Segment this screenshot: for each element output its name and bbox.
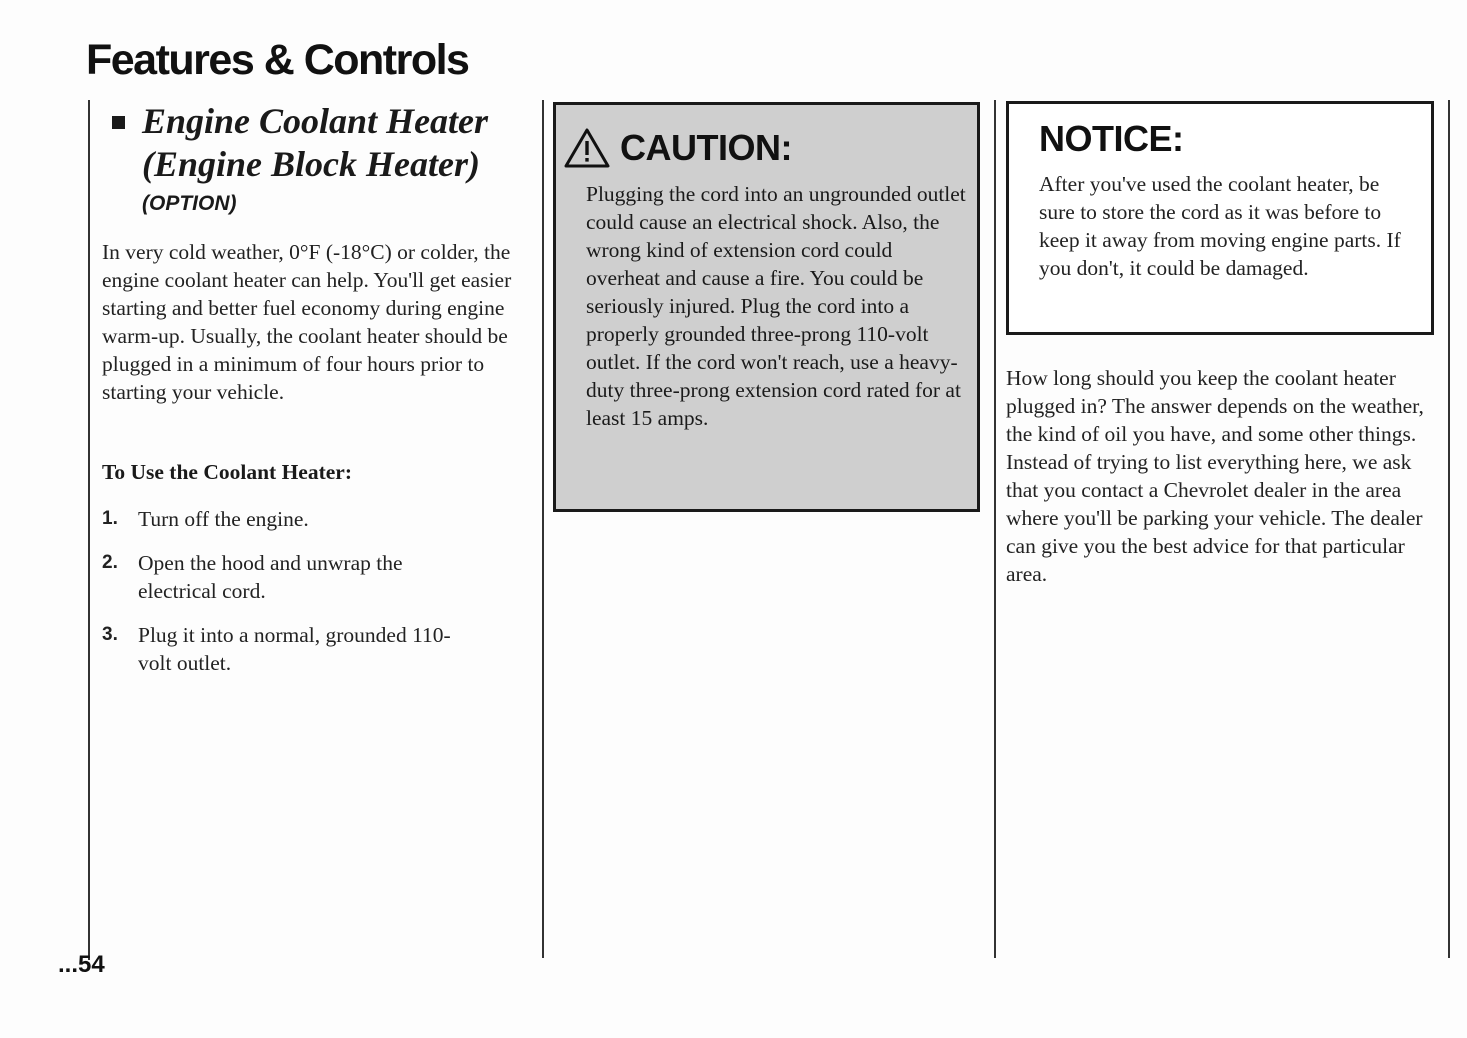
topic-title — [142, 100, 544, 186]
steps-list — [102, 505, 542, 693]
column3-paragraph: How long should you keep the coolant heater plugged in? The answer depends on the weather, the kind of oil you have, and some other things. Instead of trying to list everything here, we ask that you contact a Chevrolet dealer in the area where you'll be parking your vehicle. The dealer can give you the best advice for that particular area. — [1006, 366, 1424, 586]
step-text: Turn off the engine. — [138, 507, 309, 531]
warning-triangle-icon — [564, 128, 610, 168]
sub-heading: To Use the Coolant Heater: — [102, 460, 353, 484]
column-rule-2 — [994, 100, 996, 958]
column-rule-right — [1448, 100, 1450, 958]
section-header: Features & Controls — [86, 36, 469, 84]
column-rule-left — [88, 100, 90, 960]
topic-title-line1: Engine Coolant Heater — [142, 101, 489, 141]
intro-paragraph: In very cold weather, 0°F (-18°C) or colder, the engine coolant heater can help. You'll get easier starting and better fuel economy during engine warm-up. Usually, the coolant heater should be plugged in a minimum of four hours prior to starting your vehicle. — [102, 240, 512, 404]
caution-box — [553, 102, 980, 512]
step-text: Plug it into a normal, grounded 110-volt outlet. — [138, 623, 451, 675]
list-item — [102, 549, 542, 605]
notice-label: NOTICE: — [1039, 118, 1184, 159]
caution-heading — [564, 127, 792, 169]
step-number: 2. — [102, 552, 118, 573]
step-number: 1. — [102, 508, 118, 529]
column-rule-1 — [542, 100, 544, 958]
step-number: 3. — [102, 624, 118, 645]
notice-box — [1006, 101, 1434, 335]
caution-label: CAUTION: — [620, 127, 792, 168]
page-number: ...54 — [58, 951, 105, 978]
option-tag: (OPTION) — [142, 192, 237, 215]
caution-text-block — [586, 180, 966, 432]
list-item — [102, 621, 542, 677]
topic-title-block — [104, 100, 544, 216]
list-item — [102, 505, 542, 533]
topic-title-line2: (Engine Block Heater) — [142, 144, 480, 184]
square-bullet-icon — [112, 116, 125, 129]
notice-text: After you've used the coolant heater, be sure to store the cord as it was before to keep it away from moving engine parts. If you don't, it could be damaged. — [1039, 172, 1401, 280]
caution-text: Plugging the cord into an ungrounded outlet could cause an electrical shock. Also, the wrong kind of extension cord could overheat and cause a fire. You could be seriously injured. Plug the cord into a properly grounded three-prong 110-volt outlet. If the cord won't reach, use a heavy-duty three-prong extension cord rated for at least 15 amps. — [586, 182, 966, 430]
step-text: Open the hood and unwrap the electrical cord. — [138, 551, 403, 603]
